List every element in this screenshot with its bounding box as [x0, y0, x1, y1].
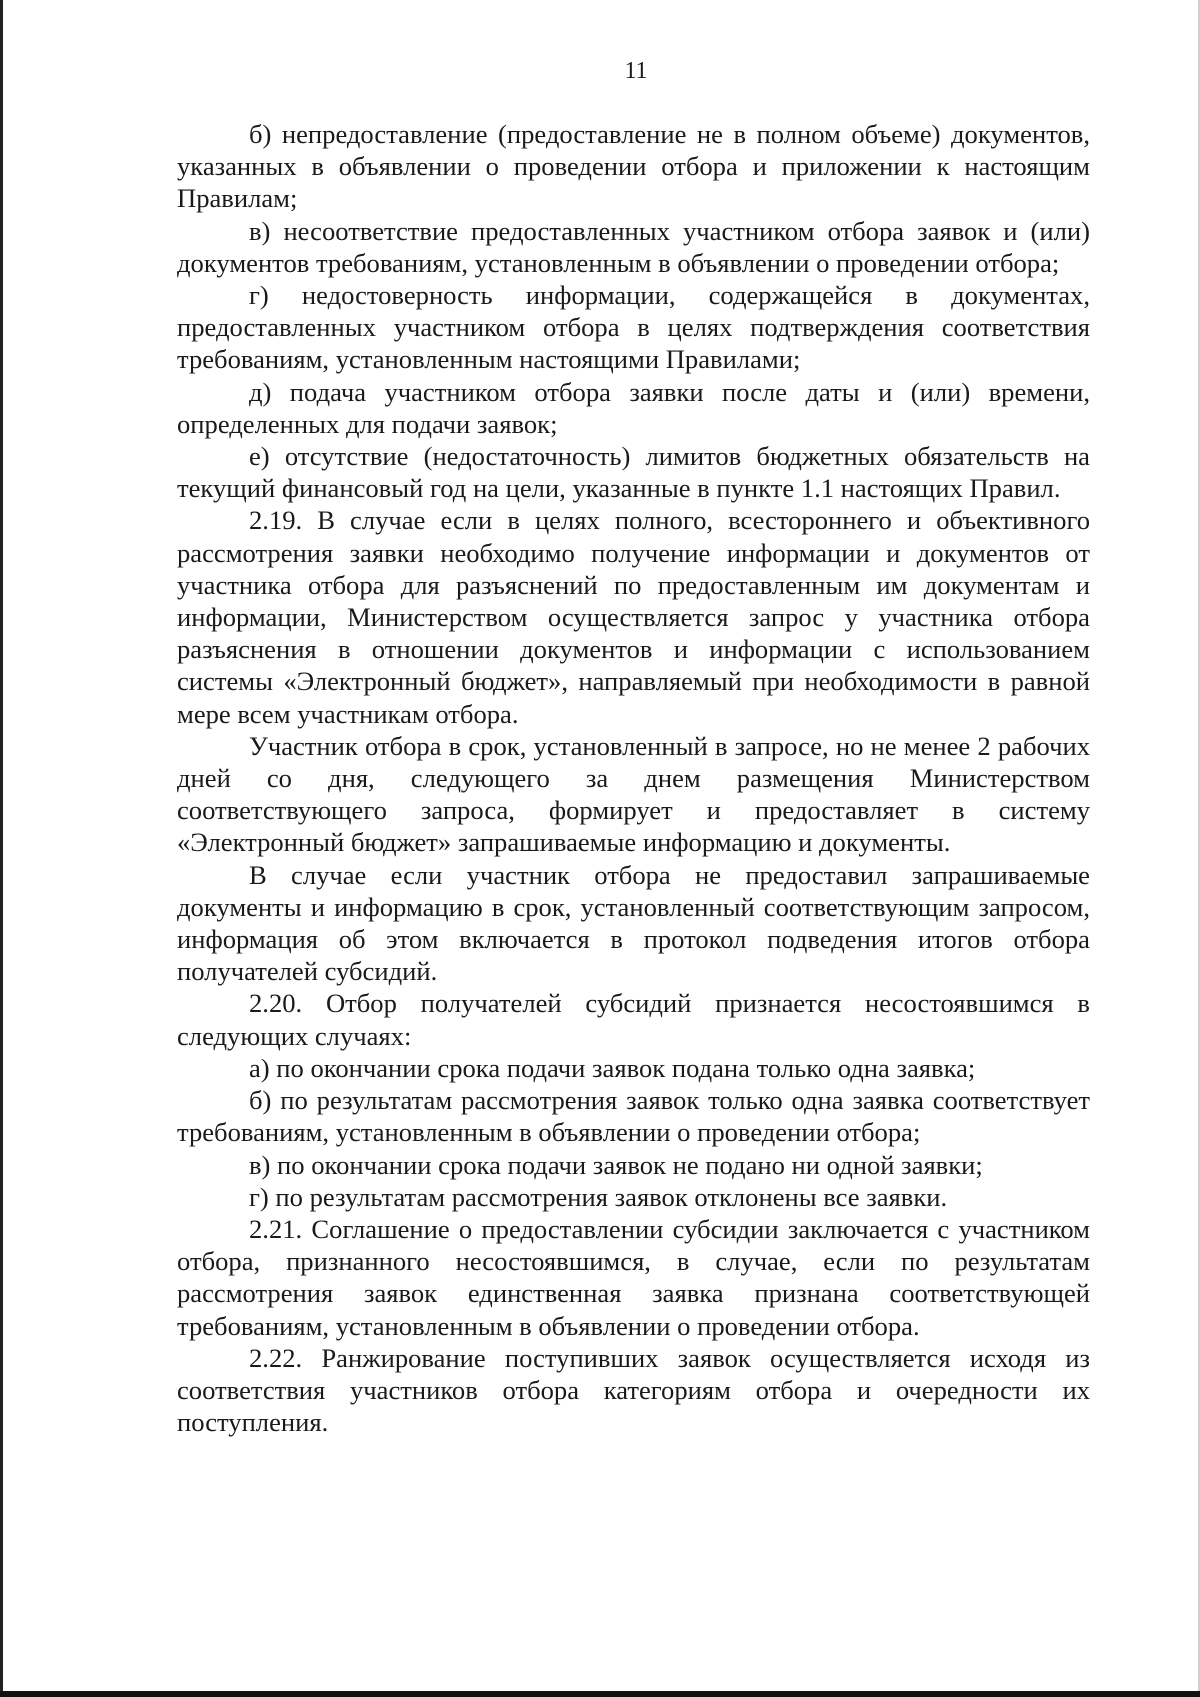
- paragraph-2-19: 2.19. В случае если в целях полного, всестороннего и объективного рассмотрения заявки необходимо получение информации и документов от участника отбора для разъяснений по предоставленным им документам и информации, Министерством осуществляется запрос у участника отбора разъяснения в отношении документов и информации с использованием системы «Электронный бюджет», направляемый при необходимости в равной мере всем участникам отбора.: [177, 505, 1090, 729]
- paragraph-item-v: в) несоответствие предоставленных участником отбора заявок и (или) документов требованиям, установленным в объявлении о проведении отбора;: [177, 215, 1090, 278]
- paragraph-item-d: д) подача участником отбора заявки после даты и (или) времени, определенных для подачи заявок;: [177, 376, 1090, 439]
- scan-edge-left: [0, 0, 3, 1697]
- paragraph-2-21: 2.21. Соглашение о предоставлении субсидии заключается с участником отбора, признанного несостоявшимся, в случае, если по результатам рассмотрения заявок единственная заявка признана соответствующей требованиям, установленным в объявлении о проведении отбора.: [177, 1213, 1090, 1341]
- paragraph-2-20-g: г) по результатам рассмотрения заявок отклонены все заявки.: [249, 1181, 948, 1212]
- paragraph-2-20-b: б) по результатам рассмотрения заявок только одна заявка соответствует требованиям, установленным в объявлении о проведении отбора;: [177, 1085, 1090, 1148]
- paragraph-item-b: б) непредоставление (предоставление не в полном объеме) документов, указанных в объявлении о проведении отбора и приложении к настоящим Правилам;: [177, 119, 1090, 214]
- scan-edge-bottom: [0, 1691, 1200, 1697]
- document-body: [177, 118, 1090, 1438]
- page-number: 11: [624, 58, 648, 84]
- paragraph-2-20-a: а) по окончании срока подачи заявок подана только одна заявка;: [249, 1052, 976, 1083]
- paragraph-2-19-participant-deadline: Участник отбора в срок, установленный в запросе, но не менее 2 рабочих дней со дня, следующего за днем размещения Министерством соответствующего запроса, формирует и предоставляет в систему «Электронный бюджет» запрашиваемые информацию и документы.: [177, 730, 1090, 858]
- paragraph-item-e: е) отсутствие (недостаточность) лимитов бюджетных обязательств на текущий финансовый год на цели, указанные в пункте 1.1 настоящих Правил.: [177, 441, 1090, 504]
- paragraph-2-20: 2.20. Отбор получателей субсидий признается несостоявшимся в следующих случаях:: [177, 988, 1090, 1051]
- paragraph-2-22: 2.22. Ранжирование поступивших заявок осуществляется исходя из соответствия участников отбора категориям отбора и очередности их поступления.: [177, 1342, 1090, 1438]
- paragraph-item-g: г) недостоверность информации, содержащейся в документах, предоставленных участником отбора в целях подтверждения соответствия требованиям, установленным настоящими Правилами;: [177, 280, 1090, 375]
- paragraph-2-19-failure: В случае если участник отбора не предоставил запрашиваемые документы и информацию в срок, установленный соответствующим запросом, информация об этом включается в протокол подведения итогов отбора получателей субсидий.: [177, 859, 1090, 987]
- paragraph-2-20-v: в) по окончании срока подачи заявок не подано ни одной заявки;: [249, 1149, 983, 1180]
